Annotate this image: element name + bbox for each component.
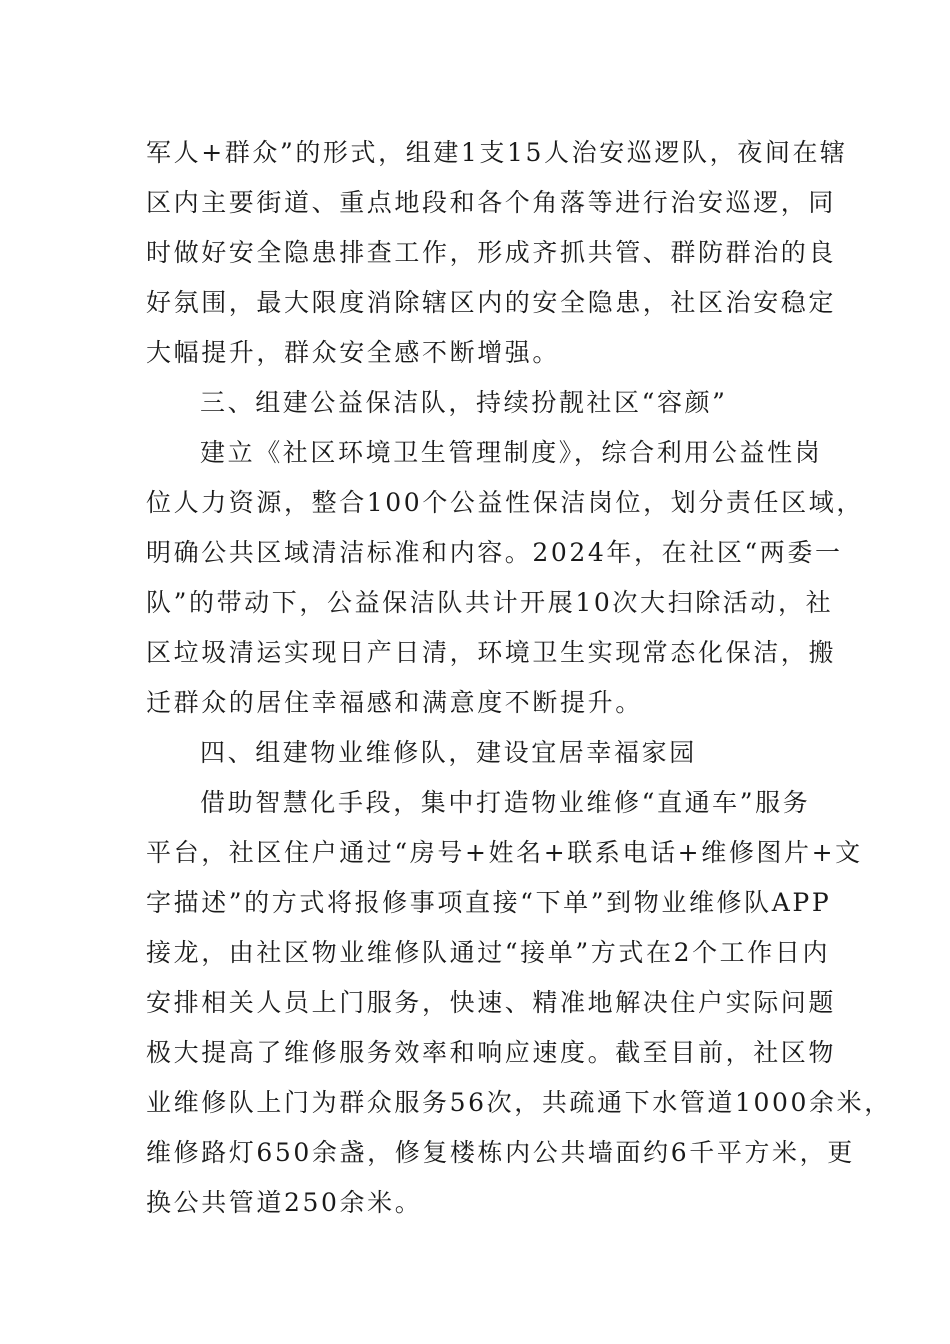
paragraph-line: 字描述”的方式将报修事项直接“下单”到物业维修队APP xyxy=(146,888,832,917)
paragraph-line: 明确公共区域清洁标准和内容。2024年，在社区“两委一 xyxy=(146,538,843,567)
paragraph-line: 迁群众的居住幸福感和满意度不断提升。 xyxy=(146,688,643,717)
paragraph-line: 好氛围，最大限度消除辖区内的安全隐患，社区治安稳定 xyxy=(146,288,837,317)
section-heading-3: 三、组建公益保洁队，持续扮靓社区“容颜” xyxy=(200,388,728,417)
document-body xyxy=(146,128,892,1228)
paragraph-line: 位人力资源，整合100个公益性保洁岗位，划分责任区域， xyxy=(146,488,864,517)
paragraph-line: 业维修队上门为群众服务56次，共疏通下水管道1000余米， xyxy=(146,1088,892,1117)
paragraph-line: 时做好安全隐患排查工作，形成齐抓共管、群防群治的良 xyxy=(146,238,837,267)
paragraph-line: 安排相关人员上门服务，快速、精准地解决住户实际问题 xyxy=(146,988,837,1017)
paragraph-line: 借助智慧化手段，集中打造物业维修“直通车”服务 xyxy=(200,788,811,817)
section-heading-4: 四、组建物业维修队，建设宜居幸福家园 xyxy=(200,738,697,767)
paragraph-line: 极大提高了维修服务效率和响应速度。截至目前，社区物 xyxy=(146,1038,837,1067)
paragraph-line: 接龙，由社区物业维修队通过“接单”方式在2个工作日内 xyxy=(146,938,831,967)
paragraph-line: 区内主要街道、重点地段和各个角落等进行治安巡逻，同 xyxy=(146,188,837,217)
paragraph-line: 大幅提升，群众安全感不断增强。 xyxy=(146,338,561,367)
paragraph-line: 军人+群众”的形式，组建1支15人治安巡逻队，夜间在辖 xyxy=(146,138,848,167)
paragraph-line: 换公共管道250余米。 xyxy=(146,1188,423,1217)
paragraph-line: 平台，社区住户通过“房号+姓名+联系电话+维修图片+文 xyxy=(146,838,863,867)
paragraph-line: 区垃圾清运实现日产日清，环境卫生实现常态化保洁，搬 xyxy=(146,638,837,667)
paragraph-line: 维修路灯650余盏，修复楼栋内公共墙面约6千平方米，更 xyxy=(146,1138,855,1167)
paragraph-line: 建立《社区环境卫生管理制度》，综合利用公益性岗 xyxy=(200,438,823,467)
paragraph-line: 队”的带动下，公益保洁队共计开展10次大扫除活动，社 xyxy=(146,588,834,617)
